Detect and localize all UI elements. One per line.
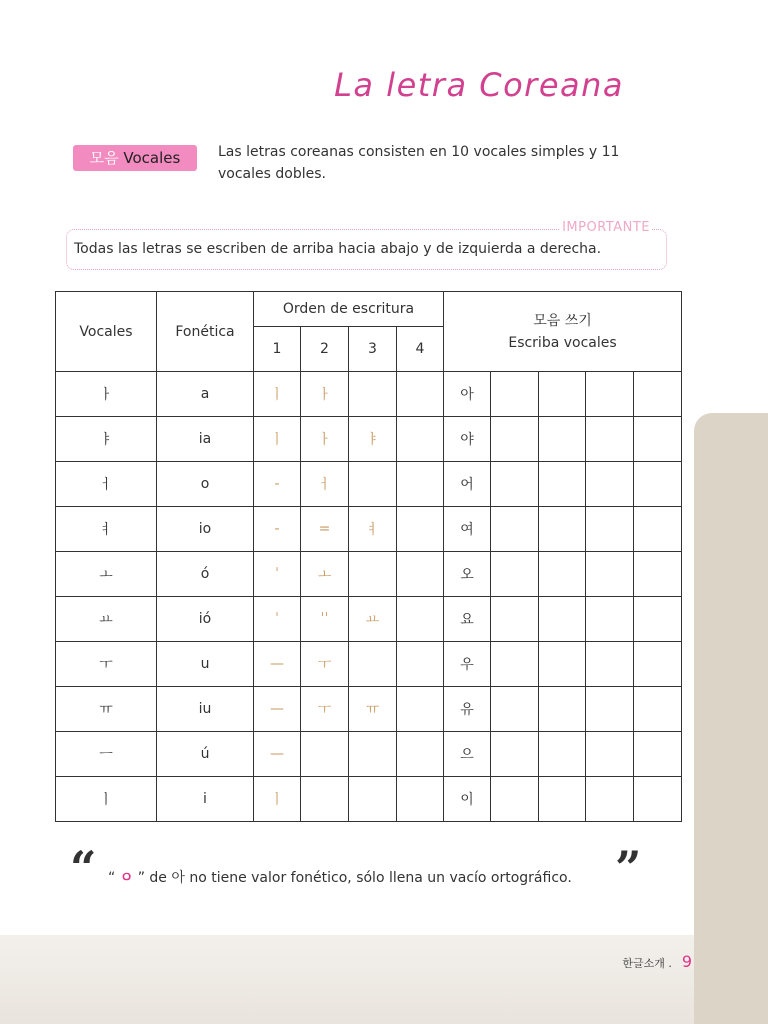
practice-cell [491, 417, 539, 462]
practice-cell [491, 597, 539, 642]
table-row [56, 462, 682, 507]
stroke-cell [397, 732, 444, 777]
practice-cell [539, 462, 586, 507]
stroke-cell: ㅜ [301, 642, 349, 687]
practice-cell [539, 732, 586, 777]
phonetic-cell: a [157, 372, 254, 417]
table-row [56, 732, 682, 777]
stroke-cell: — [254, 687, 301, 732]
stroke-cell: ㅓ [301, 462, 349, 507]
stroke-cell [349, 552, 397, 597]
practice-cell [634, 417, 682, 462]
stroke-cell: — [254, 642, 301, 687]
practice-cell [491, 552, 539, 597]
stroke-cell: ㅑ [349, 417, 397, 462]
practice-cell [491, 687, 539, 732]
stroke-cell: ˈ [254, 552, 301, 597]
header-step: 4 [397, 327, 444, 372]
practice-cell [539, 777, 586, 822]
practice-cell [634, 642, 682, 687]
practice-cell [586, 552, 634, 597]
practice-cell [586, 462, 634, 507]
stroke-cell [349, 642, 397, 687]
practice-cell [634, 687, 682, 732]
practice-cell [586, 417, 634, 462]
example-cell: 어 [444, 462, 491, 507]
stroke-cell [349, 732, 397, 777]
table-row [56, 552, 682, 597]
example-cell: 으 [444, 732, 491, 777]
example-cell: 오 [444, 552, 491, 597]
practice-cell [539, 687, 586, 732]
intro-text: Las letras coreanas consisten en 10 vocales simples y 11 vocales dobles. [218, 144, 620, 182]
stroke-cell [349, 372, 397, 417]
practice-cell [586, 687, 634, 732]
stroke-cell [301, 732, 349, 777]
vowel-cell: ㅣ [56, 777, 157, 822]
practice-cell [634, 372, 682, 417]
stroke-cell: — [254, 732, 301, 777]
practice-cell [586, 642, 634, 687]
important-box [66, 220, 667, 270]
stroke-cell: = [301, 507, 349, 552]
stroke-cell [397, 687, 444, 732]
vowel-cell: ㅓ [56, 462, 157, 507]
practice-cell [586, 732, 634, 777]
table-row [56, 777, 682, 822]
page-number: 9 [681, 952, 692, 971]
vowel-cell: ㅡ [56, 732, 157, 777]
example-cell: 여 [444, 507, 491, 552]
vowel-cell: ㅑ [56, 417, 157, 462]
stroke-cell [349, 462, 397, 507]
header-vowels: Vocales [56, 292, 157, 372]
vowel-cell: ㅜ [56, 642, 157, 687]
footer-section: 한글소개 . [622, 957, 672, 970]
stroke-cell [397, 777, 444, 822]
stroke-cell [397, 552, 444, 597]
practice-cell [539, 507, 586, 552]
header-stroke-order: Orden de escritura [254, 292, 444, 327]
page-footer [622, 952, 692, 971]
stroke-cell: ㅏ [301, 417, 349, 462]
example-cell: 요 [444, 597, 491, 642]
table-row [56, 372, 682, 417]
practice-cell [539, 552, 586, 597]
stroke-cell: ㅣ [254, 417, 301, 462]
quote-note [70, 841, 650, 895]
header-step: 2 [301, 327, 349, 372]
stroke-cell: ㅏ [301, 372, 349, 417]
phonetic-cell: io [157, 507, 254, 552]
phonetic-cell: ia [157, 417, 254, 462]
stroke-cell: ㅕ [349, 507, 397, 552]
vowel-cell: ㅛ [56, 597, 157, 642]
practice-cell [586, 597, 634, 642]
important-label: IMPORTANTE [562, 220, 650, 235]
practice-cell [634, 507, 682, 552]
example-cell: 유 [444, 687, 491, 732]
practice-cell [634, 552, 682, 597]
table-row [56, 417, 682, 462]
practice-cell [586, 507, 634, 552]
practice-cell [634, 777, 682, 822]
quote-body: ” de 아 no tiene valor fonético, sólo llena un vacío ortográfico. [137, 870, 572, 886]
stroke-cell [397, 372, 444, 417]
phonetic-cell: i [157, 777, 254, 822]
example-cell: 우 [444, 642, 491, 687]
table-row [56, 687, 682, 732]
header-step: 3 [349, 327, 397, 372]
phonetic-cell: ió [157, 597, 254, 642]
practice-cell [491, 462, 539, 507]
stroke-cell: ㅣ [254, 777, 301, 822]
stroke-cell: ㅠ [349, 687, 397, 732]
stroke-cell [397, 642, 444, 687]
close-quote-mark: ” [615, 841, 642, 895]
practice-cell [539, 642, 586, 687]
quote-pre: “ [108, 870, 116, 886]
stroke-cell: ㅜ [301, 687, 349, 732]
practice-cell [634, 597, 682, 642]
open-quote-mark: “ [70, 841, 97, 895]
phonetic-cell: ú [157, 732, 254, 777]
vowel-cell: ㅠ [56, 687, 157, 732]
practice-cell [491, 507, 539, 552]
important-text: Todas las letras se escriben de arriba hacia abajo y de izquierda a derecha. [74, 241, 602, 257]
header-practice [444, 292, 682, 372]
example-cell: 아 [444, 372, 491, 417]
header-phonetic: Fonética [157, 292, 254, 372]
header-step: 1 [254, 327, 301, 372]
page-title: La letra Coreana [334, 66, 624, 104]
table-row [56, 642, 682, 687]
vowel-cell: ㅏ [56, 372, 157, 417]
vowel-cell: ㅕ [56, 507, 157, 552]
stroke-cell: - [254, 507, 301, 552]
stroke-cell: ㅗ [301, 552, 349, 597]
practice-cell [491, 777, 539, 822]
stroke-cell: ㅣ [254, 372, 301, 417]
practice-cell [634, 732, 682, 777]
quote-text [108, 867, 572, 887]
table-row [56, 597, 682, 642]
practice-cell [539, 417, 586, 462]
phonetic-cell: u [157, 642, 254, 687]
stroke-cell: ˈˈ [301, 597, 349, 642]
stroke-cell: ˈ [254, 597, 301, 642]
practice-cell [586, 777, 634, 822]
practice-cell [491, 642, 539, 687]
header-practice-korean: 모음 쓰기 [533, 312, 592, 329]
stroke-cell [397, 507, 444, 552]
page-bottom-band [0, 935, 768, 1024]
stroke-cell [349, 777, 397, 822]
phonetic-cell: iu [157, 687, 254, 732]
phonetic-cell: o [157, 462, 254, 507]
stroke-cell [397, 597, 444, 642]
stroke-cell [301, 777, 349, 822]
side-tab [694, 413, 768, 1024]
practice-cell [491, 372, 539, 417]
phonetic-cell: ó [157, 552, 254, 597]
practice-cell [586, 372, 634, 417]
vowels-tag-spanish: Vocales [123, 149, 181, 167]
stroke-cell: ㅛ [349, 597, 397, 642]
stroke-cell: - [254, 462, 301, 507]
practice-cell [634, 462, 682, 507]
table-row [56, 507, 682, 552]
vowels-table [55, 291, 682, 822]
stroke-cell [397, 417, 444, 462]
quote-symbol: ㅇ [119, 870, 134, 886]
stroke-cell [397, 462, 444, 507]
header-practice-spanish: Escriba vocales [508, 334, 617, 351]
example-cell: 야 [444, 417, 491, 462]
vowels-tag [73, 145, 197, 171]
vowels-tag-korean: 모음 [89, 149, 119, 167]
practice-cell [491, 732, 539, 777]
practice-cell [539, 372, 586, 417]
vowel-cell: ㅗ [56, 552, 157, 597]
practice-cell [539, 597, 586, 642]
example-cell: 이 [444, 777, 491, 822]
